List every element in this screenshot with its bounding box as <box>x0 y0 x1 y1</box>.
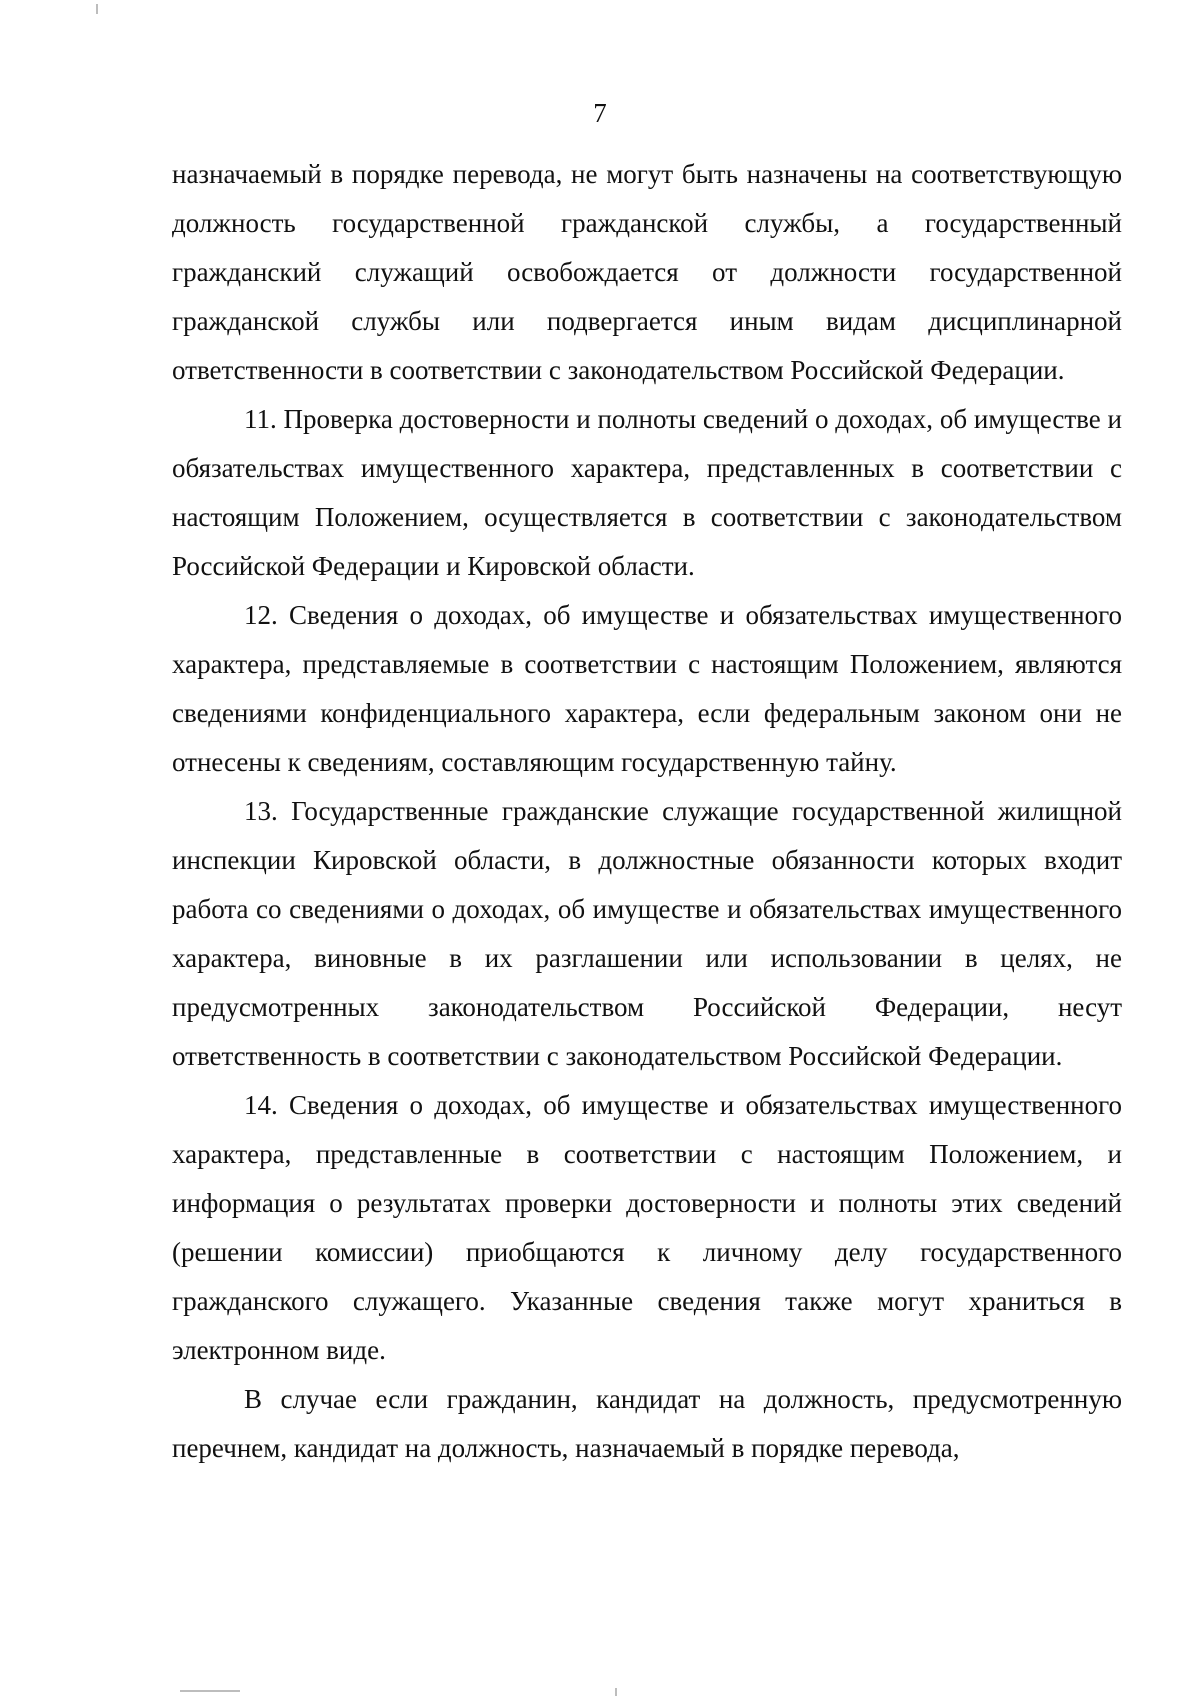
scan-artifact <box>96 4 98 14</box>
paragraph-12: 12. Сведения о доходах, об имуществе и обязательствах имущественного характера, представляемые в соответствии с настоящим Положением, являются сведениями конфиденциального характера, если федеральным законом они не отнесены к сведениям, составляющим государственную тайну. <box>172 600 1122 777</box>
paragraph-case: В случае если гражданин, кандидат на должность, предусмотренную перечнем, кандидат на должность, назначаемый в порядке перевода, <box>172 1384 1122 1463</box>
document-body <box>172 150 1122 1473</box>
page-number: 7 <box>593 98 607 128</box>
paragraph-13: 13. Государственные гражданские служащие государственной жилищной инспекции Кировской области, в должностные обязанности которых входит работа со сведениями о доходах, об имуществе и обязательствах имущественного характера, виновные в их разглашении или использовании в целях, не предусмотренных законодательством Российской Федерации, несут ответственность в соответствии с законодательством Российской Федерации. <box>172 796 1122 1071</box>
paragraph-14: 14. Сведения о доходах, об имуществе и обязательствах имущественного характера, представленные в соответствии с настоящим Положением, и информация о результатах проверки достоверности и полноты этих сведений (решении комиссии) приобщаются к личному делу государственного гражданского служащего. Указанные сведения также могут храниться в электронном виде. <box>172 1090 1122 1365</box>
scan-artifact <box>615 1688 617 1696</box>
paragraph-11: 11. Проверка достоверности и полноты сведений о доходах, об имуществе и обязательствах имущественного характера, представленных в соответствии с настоящим Положением, осуществляется в соответствии с законодательством Российской Федерации и Кировской области. <box>172 404 1122 581</box>
scan-artifact <box>180 1690 240 1692</box>
paragraph-continuation: назначаемый в порядке перевода, не могут быть назначены на соответствующую должность государственной гражданской службы, а государственный гражданский служащий освобождается от должности государственной гражданской службы или подвергается иным видам дисциплинарной ответственности в соответствии с законодательством Российской Федерации. <box>172 159 1122 385</box>
